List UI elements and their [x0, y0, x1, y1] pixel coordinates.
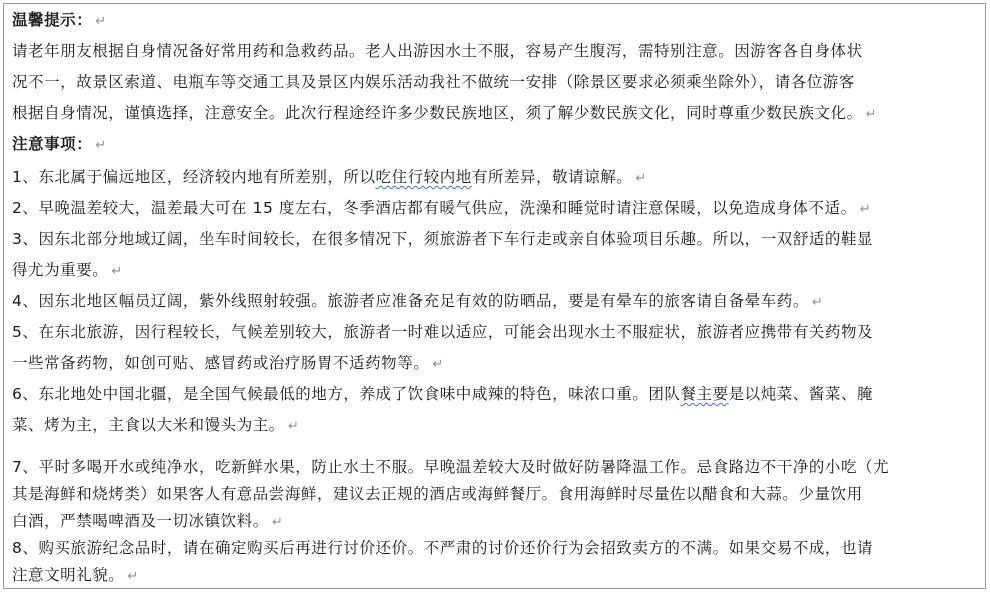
paragraph-mark-icon: ↵: [287, 419, 300, 434]
note-item-5: 5、在东北旅游，因行程较长，气候差别较大，旅游者一时难以适应，可能会出现水土不服症状，旅游者应携带有关药物及: [12, 323, 874, 341]
spellcheck-underline: 吃住行较内地: [375, 168, 472, 186]
note-item-7-cont: 其是海鲜和烧烤类）如果客人有意品尝海鲜，建议去正规的酒店或海鲜餐厅。食用海鲜时尽量佐以醋食和大蒜。少量饮用: [12, 485, 863, 503]
paragraph-mark-icon: ↵: [432, 357, 444, 372]
note-item-8-cont: 注意文明礼貌。 ↵: [12, 566, 139, 584]
spellcheck-underline: 餐主要: [680, 385, 729, 403]
note-item-3: 3、因东北部分地域辽阔，坐车时间较长，在很多情况下，须旅游者下车行走或亲自体验项目乐趣。所以，一双舒适的鞋显: [12, 230, 874, 248]
note-item-7-cont: 白酒，严禁喝啤酒及一切冰镇饮料。 ↵: [12, 512, 284, 530]
paragraph-mark-icon: ↵: [127, 569, 139, 584]
note-item-4: 4、因东北地区幅员辽阔，紫外线照射较强。旅游者应准备充足有效的防晒品，要是有晕车的旅客请自备晕车药。 ↵: [12, 292, 824, 310]
notes-heading-line: [12, 129, 982, 160]
notes-list-tail: [12, 454, 982, 589]
note-item-6-cont: 菜、烤为主，主食以大米和馒头为主。 ↵: [12, 416, 300, 434]
note-item-2: 2、早晚温差较大，温差最大可在 15 度左右，冬季酒店都有暖气供应，洗澡和睡觉时请注意保暖，以免造成身体不适。 ↵: [12, 199, 872, 217]
paragraph-mark-icon: ↵: [111, 264, 123, 279]
paragraph-mark-icon: ↵: [635, 171, 647, 186]
note-item-7: 7、平时多喝开水或纯净水，吃新鲜水果，防止水土不服。早晚温差较大及时做好防暑降温工作。忌食路边不干净的小吃（尤: [12, 458, 890, 476]
note-item-6: 6、东北地处中国北疆，是全国气候最低的地方，养成了饮食味中咸辣的特色，味浓口重。团队餐主要是以炖菜、酱菜、腌: [12, 385, 874, 403]
notes-list: [12, 162, 982, 441]
paragraph-mark-icon: ↵: [95, 138, 107, 153]
tips-heading-line: [12, 5, 982, 36]
tips-line: 根据自身情况，谨慎选择，注意安全。此次行程途经许多少数民族地区，须了解少数民族文化，同时尊重少数民族文化。 ↵: [12, 104, 878, 122]
tips-heading: 温馨提示：: [12, 11, 93, 29]
note-item-5-cont: 一些常备药物，如创可贴、感冒药或治疗肠胃不适药物等。 ↵: [12, 354, 444, 372]
tips-line: 况不一，故景区索道、电瓶车等交通工具及景区内娱乐活动我社不做统一安排（除景区要求必须乘坐除外），请各位游客: [12, 73, 855, 91]
tips-line: 请老年朋友根据自身情况备好常用药和急救药品。老人出游因水土不服，容易产生腹泻，需特别注意。因游客各自身体状: [12, 42, 863, 60]
note-item-8: 8、购买旅游纪念品时，请在确定购买后再进行讨价还价。不严肃的讨价还价行为会招致卖方的不满。如果交易不成，也请: [12, 539, 874, 557]
notes-heading: 注意事项：: [12, 135, 93, 153]
paragraph-mark-icon: ↵: [865, 107, 878, 122]
paragraph-mark-icon: ↵: [95, 14, 107, 29]
document-page: [3, 3, 986, 589]
note-item-3-cont: 得尤为重要。 ↵: [12, 261, 123, 279]
note-item-1: 1、东北属于偏远地区，经济较内地有所差别，所以吃住行较内地有所差异，敬请谅解。 ↵: [12, 168, 647, 186]
paragraph-mark-icon: ↵: [859, 202, 872, 217]
tips-section: [12, 5, 982, 160]
paragraph-mark-icon: ↵: [271, 515, 284, 530]
paragraph-mark-icon: ↵: [811, 295, 824, 310]
